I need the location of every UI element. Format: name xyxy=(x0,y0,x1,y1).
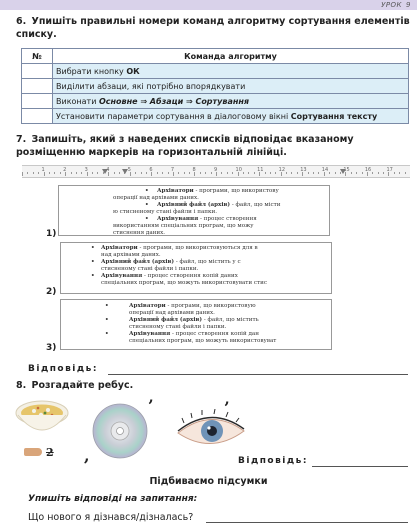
list-item-text: над архівами даних. xyxy=(101,252,161,258)
list-item-term: Архіватори xyxy=(157,188,194,194)
ruler-tick xyxy=(54,172,55,174)
ruler-number: 3 xyxy=(84,167,88,173)
list-item-text: - процес створення копій даних xyxy=(142,273,238,279)
ruler-number: 15 xyxy=(343,167,350,173)
ruler-tick xyxy=(184,172,185,174)
bullet-icon: • xyxy=(91,273,95,279)
question-8 xyxy=(16,380,216,393)
ruler-tick xyxy=(378,172,379,174)
variant-label-1: 1) xyxy=(46,229,57,239)
list-item-term: Архівний файл (архів) xyxy=(101,259,175,265)
ruler-number: 9 xyxy=(214,167,218,173)
indent-marker-icon[interactable] xyxy=(102,169,108,174)
ruler-number: 11 xyxy=(257,167,264,173)
answer-line-q8[interactable] xyxy=(312,466,408,467)
eye-icon xyxy=(174,409,248,453)
list-item xyxy=(61,259,331,266)
ruler-tick xyxy=(97,172,98,174)
list-item xyxy=(59,188,329,195)
list-item xyxy=(61,338,331,345)
question-7 xyxy=(16,134,411,159)
col-command-header: Команда алгоритму xyxy=(53,49,409,64)
answer-label-q7: Відповідь: xyxy=(28,364,98,374)
ruler-tick xyxy=(200,172,201,174)
list-item xyxy=(59,230,329,236)
list-item-text: спеціальних програм, що можуть використовуват xyxy=(129,338,277,344)
ruler-tick xyxy=(329,172,330,174)
ruler-tick xyxy=(254,172,255,174)
ruler-tick xyxy=(162,172,163,174)
list-item-term: Архіватори xyxy=(129,303,166,309)
ruler-number: 13 xyxy=(300,167,307,173)
ruler-tick xyxy=(189,172,190,174)
ruler-tick xyxy=(270,172,271,174)
list-item-text: спеціальних програм, що можуть використовувати стис xyxy=(101,280,267,286)
ruler-tick xyxy=(383,172,384,174)
number-cell[interactable] xyxy=(22,94,53,109)
ruler-tick xyxy=(227,172,228,174)
rebus-comma-cd: ’ xyxy=(148,396,154,415)
list-item-text: ю стисненому стані файли і папки. xyxy=(113,209,218,215)
ruler-tick xyxy=(286,172,287,174)
list-item-text: - програми, що використову xyxy=(193,188,279,194)
list-item xyxy=(61,266,331,273)
ruler-tick xyxy=(81,172,82,174)
ruler-number: 8 xyxy=(192,167,196,173)
bullet-icon: • xyxy=(145,216,149,222)
bullet-icon: • xyxy=(91,259,95,265)
list-item xyxy=(61,310,331,317)
ruler-tick xyxy=(318,172,319,174)
list-item-text: стисненому стані файли і папки. xyxy=(101,266,199,272)
table-row xyxy=(22,94,409,109)
ruler-tick xyxy=(399,172,400,174)
question-number: 8. xyxy=(16,380,27,391)
indent-marker-icon[interactable] xyxy=(340,169,346,174)
horizontal-ruler xyxy=(22,165,410,178)
list-item xyxy=(59,202,329,209)
ruler-tick xyxy=(362,172,363,174)
ruler-tick xyxy=(297,172,298,174)
table-row xyxy=(22,109,409,124)
list-item xyxy=(61,273,331,280)
list-item-term: Архівування xyxy=(157,216,199,222)
ruler-tick xyxy=(351,172,352,174)
ruler-tick xyxy=(114,172,115,174)
variant-box-3 xyxy=(60,299,332,350)
ruler-tick xyxy=(119,172,120,174)
question-6 xyxy=(16,16,411,41)
question-text: Упишіть правильні номери команд алгоритму сортування елементів списку. xyxy=(16,16,410,40)
command-keyword: ОК xyxy=(126,66,140,76)
rebus-comma-left: , xyxy=(84,446,90,465)
command-cell: Установити параметри сортування в діалоговому вікні Сортування тексту xyxy=(53,109,409,124)
list-item-text: - файл, що містить у с xyxy=(174,259,241,265)
summary-title: Підбиваємо підсумки xyxy=(149,476,268,487)
list-item-text: - процес створення копій дан xyxy=(170,331,259,337)
rebus-comma-eye: ’ xyxy=(224,398,230,417)
bullet-icon: • xyxy=(145,202,149,208)
ruler-tick xyxy=(141,172,142,174)
question-text: Розгадайте ребус. xyxy=(31,380,134,391)
ruler-tick xyxy=(372,172,373,174)
page-header-strip xyxy=(0,0,417,10)
lesson-label: УРОК xyxy=(381,1,403,9)
ruler-tick xyxy=(394,172,395,174)
question-number: 7. xyxy=(16,134,27,145)
bullet-icon: • xyxy=(105,317,109,323)
list-item xyxy=(61,331,331,338)
ruler-tick xyxy=(178,172,179,174)
number-cell[interactable] xyxy=(22,64,53,79)
list-item-term: Архівний файл (архів) xyxy=(129,317,203,323)
command-keyword: Сортування тексту xyxy=(290,111,378,121)
summary-question: Що нового я дізнався/дізналась? xyxy=(28,512,194,523)
ruler-number: 10 xyxy=(235,167,242,173)
list-item-text: використанням спеціальних програм, що можу xyxy=(113,223,254,229)
indent-marker-icon[interactable] xyxy=(122,169,128,174)
list-item xyxy=(59,223,329,230)
page-number: 9 xyxy=(406,1,411,9)
bullet-icon: • xyxy=(105,331,109,337)
ruler-tick xyxy=(157,172,158,174)
answer-line-q7[interactable] xyxy=(108,374,408,375)
ruler-tick xyxy=(243,172,244,174)
list-item xyxy=(61,317,331,324)
list-item-term: Архівний файл (архів) xyxy=(157,202,231,208)
list-item xyxy=(61,303,331,310)
question-text: Запишіть, який з наведених списків відповідає вказаному розміщенню маркерів на горизонтальній лінійці. xyxy=(16,134,354,158)
variant-label-2: 2) xyxy=(46,287,57,297)
ruler-tick xyxy=(60,172,61,174)
ruler-number: 5 xyxy=(127,167,131,173)
list-item xyxy=(61,324,331,331)
ruler-tick xyxy=(168,172,169,174)
list-item-text: стисненому стані файли і папки. xyxy=(129,324,227,330)
ruler-tick xyxy=(76,172,77,174)
ruler-tick xyxy=(232,172,233,174)
list-item xyxy=(59,216,329,223)
number-cell[interactable] xyxy=(22,109,53,124)
ruler-tick xyxy=(313,172,314,174)
list-item-text: - файл, що місти xyxy=(230,202,281,208)
algorithm-table xyxy=(21,48,409,124)
answer-line-summary[interactable] xyxy=(206,522,408,523)
ruler-tick xyxy=(22,172,23,176)
list-item-text: - програми, що використовую xyxy=(165,303,256,309)
bullet-icon: • xyxy=(105,303,109,309)
ruler-tick xyxy=(211,172,212,174)
list-item xyxy=(59,195,329,202)
table-header-row xyxy=(22,49,409,64)
list-item-term: Архівування xyxy=(101,273,143,279)
table-row xyxy=(22,64,409,79)
list-item-text: операції над архівами даних. xyxy=(113,195,199,201)
ruler-number: 7 xyxy=(170,167,175,173)
ruler-tick xyxy=(248,172,249,174)
ruler-tick xyxy=(221,172,222,174)
table-row xyxy=(22,79,409,94)
ruler-tick xyxy=(135,172,136,174)
bullet-icon: • xyxy=(91,245,95,251)
soup-bowl-icon xyxy=(14,397,70,441)
ruler-number: 2 xyxy=(63,167,67,173)
ruler-tick xyxy=(33,172,34,174)
rebus-digit: 2 xyxy=(46,446,54,459)
ruler-tick xyxy=(27,172,28,174)
ruler-tick xyxy=(49,172,50,174)
ruler-tick xyxy=(335,172,336,174)
command-cell: Вибрати кнопку ОК xyxy=(53,64,409,79)
ruler-tick xyxy=(205,172,206,174)
col-number-header: № xyxy=(22,49,53,64)
cd-disc-icon xyxy=(92,403,148,459)
ruler-tick xyxy=(308,172,309,174)
list-item xyxy=(61,245,331,252)
question-number: 6. xyxy=(16,16,27,27)
list-item xyxy=(61,252,331,259)
list-item-text: - програми, що використовуються для в xyxy=(137,245,258,251)
pointing-hand-icon xyxy=(24,448,42,456)
command-keyword: Основне ⇒ Абзаци ⇒ Сортування xyxy=(98,96,250,106)
bullet-icon: • xyxy=(145,188,149,194)
list-item-term: Архівування xyxy=(129,331,171,337)
ruler-tick xyxy=(92,172,93,174)
ruler-tick xyxy=(38,172,39,174)
ruler-tick xyxy=(356,172,357,174)
ruler-tick xyxy=(265,172,266,174)
ruler-tick xyxy=(71,172,72,174)
ruler-tick xyxy=(146,172,147,174)
ruler-number: 6 xyxy=(149,167,153,173)
command-cell: Виконати Основне ⇒ Абзаци ⇒ Сортування xyxy=(53,94,409,109)
variant-label-3: 3) xyxy=(46,343,57,353)
ruler-number: 12 xyxy=(278,167,286,173)
page-header-label xyxy=(377,0,411,10)
list-item xyxy=(61,280,331,287)
list-item-text: стиснення даних. xyxy=(113,230,166,236)
ruler-tick xyxy=(291,172,292,174)
ruler-tick xyxy=(275,172,276,174)
answer-label-q8: Відповідь: xyxy=(238,456,308,466)
list-item xyxy=(59,209,329,216)
command-cell: Виділити абзаци, які потрібно впорядкувати xyxy=(53,79,409,94)
ruler-number: 4 xyxy=(106,167,110,173)
ruler-tick xyxy=(405,172,406,174)
list-item-text: - файл, що містить xyxy=(202,317,259,323)
variant-box-2 xyxy=(60,242,332,294)
variant-box-1 xyxy=(58,185,330,236)
ruler-number: 14 xyxy=(321,167,329,173)
ruler-number: 16 xyxy=(364,167,372,173)
ruler-number: 17 xyxy=(386,167,393,173)
list-item-term: Архіватори xyxy=(101,245,138,251)
list-item-text: - процес створення xyxy=(198,216,257,222)
summary-task: Упишіть відповіді на запитання: xyxy=(28,494,198,504)
number-cell[interactable] xyxy=(22,79,53,94)
ruler-number: 1 xyxy=(41,167,45,173)
list-item-text: операції над архівами даних. xyxy=(129,310,215,316)
